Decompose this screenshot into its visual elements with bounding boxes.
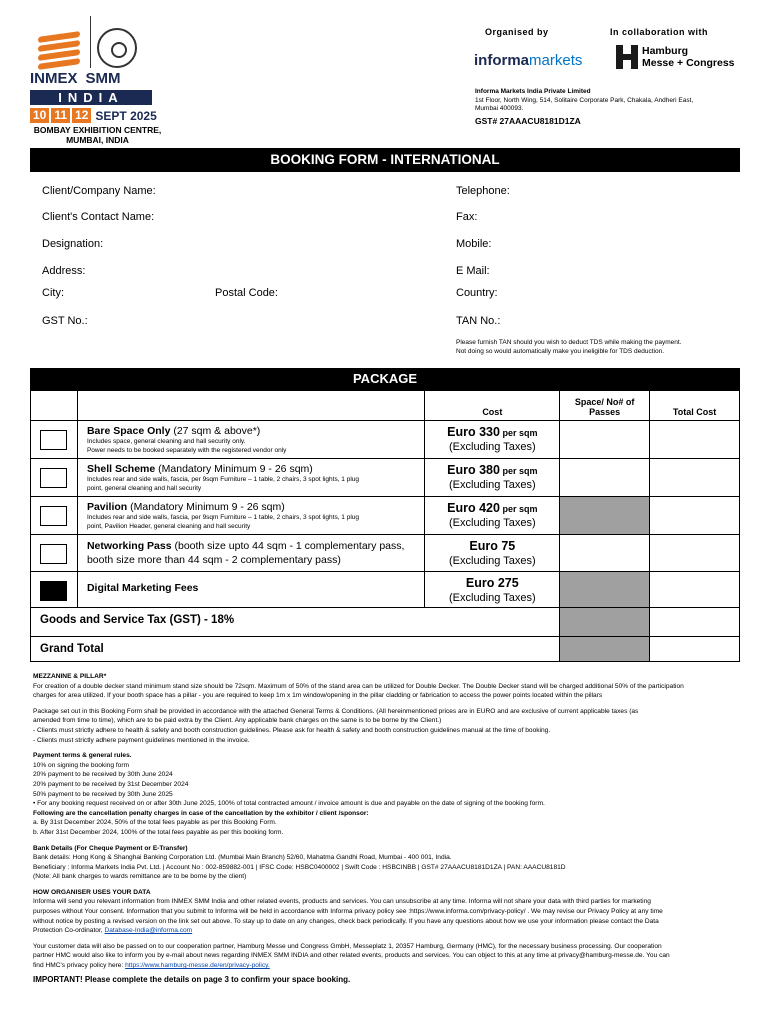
- package-row-pavilion: Pavilion (Mandatory Minimum 9 - 26 sqm) Includes rear and side walls, fascia, per 9sqm Furniture – 1 table, 2 chairs, 3 spot lights, 1 plug point, Pavilion Header, general cleaning and hall security Euro 420 per sqm (Excluding Taxes): [31, 497, 740, 535]
- tan-number-field[interactable]: TAN No.:: [456, 315, 501, 327]
- logo-smm: SMM: [85, 70, 121, 87]
- digital-marketing-total-cell[interactable]: [650, 572, 740, 608]
- data-usage-title: HOW ORGANISER USES YOUR DATA: [33, 888, 151, 896]
- logo-inmex: INMEX: [30, 70, 78, 87]
- ship-wheel-icon: [97, 28, 137, 68]
- mobile-field[interactable]: Mobile:: [456, 238, 492, 250]
- tan-note: Please furnish TAN should you wish to deduct TDS while making the payment. Not doing so would automatically make you ineligible for TDS deduction.: [456, 339, 682, 355]
- logo-india: INDIA: [30, 90, 152, 105]
- fax-field[interactable]: Fax:: [456, 211, 478, 223]
- form-title: BOOKING FORM - INTERNATIONAL: [30, 148, 740, 172]
- city-field[interactable]: City:: [42, 287, 64, 299]
- package-row-digital-marketing: Digital Marketing Fees Euro 275 (Excluding Taxes): [31, 572, 740, 608]
- organised-by-label: Organised by: [485, 27, 549, 37]
- shell-scheme-checkbox[interactable]: [40, 468, 67, 488]
- package-row-bare-space: Bare Space Only (27 sqm & above*) Includes space, general cleaning and hall security only. Power needs to be booked separately with the registered vendor only Euro 330 per sqm (Excluding Taxes): [31, 421, 740, 459]
- payment-title: Payment terms & general rules.: [33, 752, 132, 760]
- cost-header: Cost: [425, 391, 560, 421]
- cancellation-title: Following are the cancellation penalty charges in case of the cancellation by the exhibitor / client /sponsor:: [33, 809, 369, 817]
- mezzanine-title: MEZZANINE & PILLAR*: [33, 673, 107, 680]
- hmc-privacy-link[interactable]: https://www.hamburg-messe.de/en/privacy-policy.: [125, 962, 270, 970]
- bank-title: Bank Details (For Cheque Payment or E-Transfer): [33, 844, 188, 852]
- venue: BOMBAY EXHIBITION CENTRE, MUMBAI, INDIA: [33, 125, 162, 145]
- networking-pass-passes-cell[interactable]: [560, 535, 650, 572]
- contact-name-field[interactable]: Client's Contact Name:: [42, 211, 155, 223]
- terms-section: MEZZANINE & PILLAR* For creation of a double decker stand minimum stand size should be 72sqm. Maximum of 50% of the stand area can be utilized for Double Decker. The Double Decker stand will be charged additional 50% of the participation charges for area utilized. If your booth space has a pillar - you are required to keep 1m x 1m window/opening in the pillar cladding or fabrication to access the power points located within the pillars Package set out in this Booking Form shall be provided in accordance with the attached General Terms & Conditions. (All hereinmentioned prices are in EURO and are exclusive of current applicable taxes (as amended from time to time), which are to be paid extra by the Client. Any applicable bank charges on the same is to be borne by the Client.) - Clients must strictly adhere to health & safety and booth construction guidelines. Please ask for health & safety and booth construction guidelines manual at the time of booking. - Clients must strictly adhere payment guidelines mentioned in the invoice. Payment terms & general rules. 10% on signing the booking form 20% payment to be received by 30th June 2024 20% payment to be received by 31st December 2024 50% payment to be received by 30th June 2025 • For any booking request received on or after 30th June 2025, 100% of total contracted amount / invoice amount is due and payable on the date of signing of the booking form. Following are the cancellation penalty charges in case of the cancellation by the exhibitor / client /sponsor: a. By 31st December 2024, 50% of the total fees payable as per this Booking Form. b. After 31st December 2024, 100% of the total fees payable as per this booking form. Bank Details (For Cheque Payment or E-Transfer) Bank details: Hong Kong & Shanghai Banking Corporation Ltd. (Mumbai Main Branch) 52/60, Mahatma Gandhi Road, Mumbai - 400 001, India. Beneficiary : Informa Markets India Pvt. Ltd. | Account No : 002-859882-001 | IFSC Code: HSBC0400002 | Swift Code : HSBCINBB | GST# 27AAACU8181D1ZA | PAN: AAACU8181D (Note: All bank charges to wards remittance are to be borne by the client) HOW ORGANISER USES YOUR DATA Informa will send you relevant information from INMEX SMM India and other related events, products and services. You can unsubscribe at any time. Informa will not share your data with third parties for marketing purposes without Your consent. Information that you submit to Informa will be held in accordance with Informa privacy policy see :https://www.informa.com/privacy-policy/ . We may revise our Privacy Policy at any time without notice by posting a revised version on the link set out above. To stay up to date on any changes, check back periodically. If you have any questions about how we use your information please contact the Data Protection Co-ordinator, Database-India@informa.com Your customer data will also be passed on to our cooperation partner, Hamburg Messe und Congress GmbH, Messeplatz 1, 20357 Hamburg, Germany (HMC), for the necessary business processing. Our cooperation partner HMC would also like to inform you by e-mail about news regarding INMEX SMM INDIA and other related events, products and services. You can object to this at any time at privacy@hamburg-messe.de. You can find HMC's privacy policy here: https://www.hamburg-messe.de/en/privacy-policy. IMPORTANT! Please complete the details on page 3 to confirm your space booking.: [33, 673, 743, 985]
- gst-total-cell[interactable]: [650, 608, 740, 637]
- bare-space-total-cell[interactable]: [650, 421, 740, 459]
- organiser-address: Informa Markets India Private Limited 1st Floor, North Wing, 514, Solitaire Corporate Park, Chakala, Andheri East, Mumbai 400093. GST# 27AAACU8181D1ZA: [475, 88, 694, 126]
- grand-total-row: [31, 637, 740, 662]
- passes-header: Space/ No# of Passes: [560, 391, 650, 421]
- country-field[interactable]: Country:: [456, 287, 498, 299]
- collaboration-label: In collaboration with: [610, 27, 708, 37]
- digital-marketing-checkbox[interactable]: [40, 581, 67, 601]
- postal-code-field[interactable]: Postal Code:: [215, 287, 278, 299]
- important-note: IMPORTANT! Please complete the details on page 3 to confirm your space booking.: [33, 974, 351, 984]
- event-dates: 10 11 12 SEPT 2025: [30, 108, 165, 123]
- package-row-networking-pass: Networking Pass (booth size upto 44 sqm - 1 complementary pass, booth size more than 44 sqm - 2 complementary pass) Euro 75 (Excluding Taxes): [31, 535, 740, 572]
- shell-scheme-total-cell[interactable]: [650, 459, 740, 497]
- grand-total-label: Grand Total: [31, 637, 560, 662]
- networking-pass-checkbox[interactable]: [40, 544, 67, 564]
- telephone-field[interactable]: Telephone:: [456, 185, 510, 197]
- hamburg-mark-icon: [616, 45, 638, 69]
- package-title: PACKAGE: [30, 368, 740, 390]
- address-field[interactable]: Address:: [42, 265, 86, 277]
- inmex-wave-icon: [38, 30, 80, 68]
- bare-space-checkbox[interactable]: [40, 430, 67, 450]
- hamburg-messe-logo: Hamburg Messe + Congress: [616, 45, 735, 69]
- total-header: Total Cost: [650, 391, 740, 421]
- package-row-shell-scheme: Shell Scheme (Mandatory Minimum 9 - 26 sqm) Includes rear and side walls, fascia, per 9sqm Furniture – 1 table, 2 chairs, 3 spot lights, 1 plug point, general cleaning and hall security Euro 380 per sqm (Excluding Taxes): [31, 459, 740, 497]
- inmex-smm-logo: [30, 18, 165, 145]
- informa-markets-logo: informamarkets: [474, 52, 583, 69]
- company-name-field[interactable]: Client/Company Name:: [42, 185, 156, 197]
- email-field[interactable]: E Mail:: [456, 265, 490, 277]
- gst-row: [31, 608, 740, 637]
- bare-space-passes-cell[interactable]: [560, 421, 650, 459]
- data-protection-email-link[interactable]: Database-India@informa.com: [104, 927, 193, 935]
- grand-total-cell[interactable]: [650, 637, 740, 662]
- pavilion-total-cell[interactable]: [650, 497, 740, 535]
- pavilion-passes-cell: [560, 497, 650, 535]
- package-table: [30, 390, 740, 662]
- pavilion-checkbox[interactable]: [40, 506, 67, 526]
- shell-scheme-passes-cell[interactable]: [560, 459, 650, 497]
- gst-number-field[interactable]: GST No.:: [42, 315, 88, 327]
- digital-marketing-passes-cell: [560, 572, 650, 608]
- networking-pass-total-cell[interactable]: [650, 535, 740, 572]
- designation-field[interactable]: Designation:: [42, 238, 104, 250]
- gst-label: Goods and Service Tax (GST) - 18%: [31, 608, 560, 637]
- package-header-row: [31, 391, 740, 421]
